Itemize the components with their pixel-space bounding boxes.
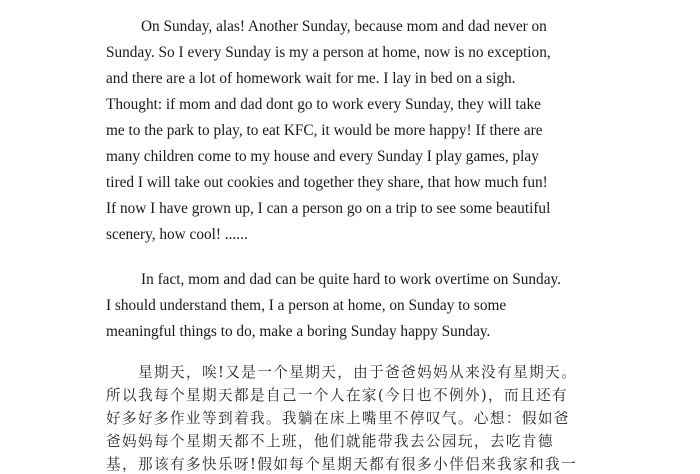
paragraph-3-line: 基，那该有多快乐呀!假如每个星期天都有很多小伴侣来我家和我一 [106,456,578,473]
paragraph-1-line: tired I will take out cookies and together they share, that how much fun! [106,174,548,191]
paragraph-1-line: and there are a lot of homework wait for me. I lay in bed on a sigh. [106,70,516,87]
paragraph-3-line: 好多好多作业等到着我。我躺在床上嘴里不停叹气。心想：假如爸 [106,410,570,427]
paragraph-2-line: I should understand them, I a person at home, on Sunday to some [106,297,507,314]
paragraph-1-line: scenery, how cool! ...... [106,226,248,243]
paragraph-3-line: 所以我每个星期天都是自己一个人在家(今日也不例外)，而且还有 [106,387,569,404]
paragraph-1-line: many children come to my house and every Sunday I play games, play [106,148,539,165]
paragraph-1-line: me to the park to play, to eat KFC, it would be more happy! If there are [106,122,543,139]
paragraph-1-line: Thought: if mom and dad dont go to work every Sunday, they will take [106,96,541,113]
paragraph-2-line: In fact, mom and dad can be quite hard to work overtime on Sunday. [141,271,561,288]
paragraph-3-line: 爸妈妈每个星期天都不上班，他们就能带我去公园玩，去吃肯德 [106,433,554,450]
paragraph-1-line: Sunday. So I every Sunday is my a person at home, now is no exception, [106,44,551,61]
paragraph-2-line: meaningful things to do, make a boring Sunday happy Sunday. [106,323,491,340]
paragraph-1-line: On Sunday, alas! Another Sunday, because mom and dad never on [141,18,547,35]
paragraph-1-line: If now I have grown up, I can a person go on a trip to see some beautiful [106,200,551,217]
paragraph-3-line: 星期天，唉!又是一个星期天，由于爸爸妈妈从来没有星期天。 [138,364,578,381]
